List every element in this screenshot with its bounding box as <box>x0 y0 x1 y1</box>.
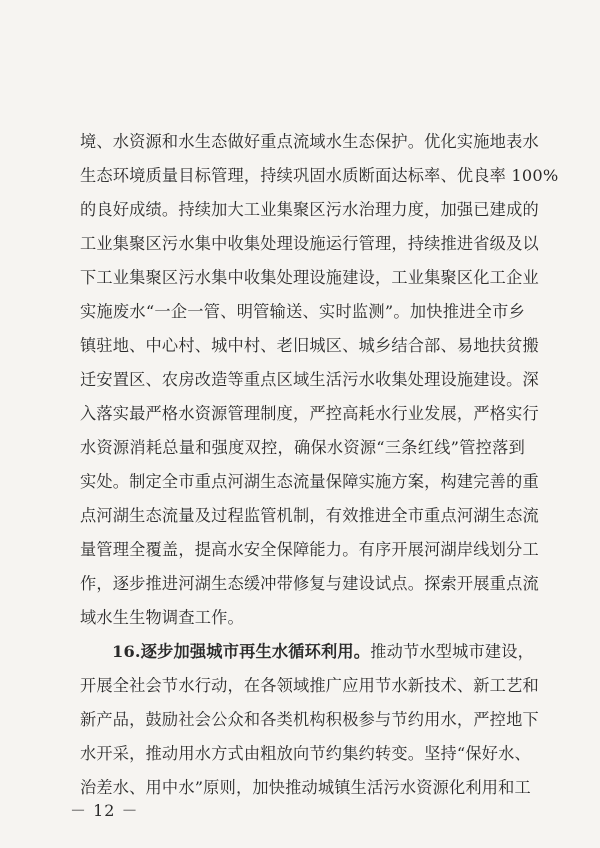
section-16-heading: 16.逐步加强城市再生水循环利用。 <box>112 642 371 661</box>
page-number: － 12 － <box>70 801 139 820</box>
text-line: 开展全社会节水行动，在各领域推广应用节水新技术、新工艺和 <box>80 676 539 695</box>
text-line: 下工业集聚区污水集中收集处理设施建设，工业集聚区化工企业 <box>80 268 539 287</box>
body-text <box>80 125 559 805</box>
text-line: 生态环境质量目标管理，持续巩固水质断面达标率、优良率 100% <box>80 166 559 185</box>
text-line: 水资源消耗总量和强度双控，确保水资源“三条红线”管控落到 <box>80 438 525 457</box>
text-line: 水开采，推动用水方式由粗放向节约集约转变。坚持“保好水、 <box>80 744 531 763</box>
text-line: 域水生生物调查工作。 <box>80 608 244 627</box>
text-line: 的良好成绩。持续加大工业集聚区污水治理力度，加强已建成的 <box>80 200 539 219</box>
text-line: 量管理全覆盖，提高水安全保障能力。有序开展河湖岸线划分工 <box>80 540 539 559</box>
text-line: 镇驻地、中心村、城中村、老旧城区、城乡结合部、易地扶贫搬 <box>80 336 539 355</box>
text-line: 入落实最严格水资源管理制度，严控高耗水行业发展，严格实行 <box>80 404 539 423</box>
text-line: 新产品，鼓励社会公众和各类机构积极参与节约用水，严控地下 <box>80 710 539 729</box>
text-line: 实施废水“一企一管、明管输送、实时监测”。加快推进全市乡 <box>80 302 525 321</box>
text-line: 治差水、用中水”原则，加快推动城镇生活污水资源化利用和工 <box>80 778 531 797</box>
text-line: 作，逐步推进河湖生态缓冲带修复与建设试点。探索开展重点流 <box>80 574 539 593</box>
text-line: 工业集聚区污水集中收集处理设施运行管理，持续推进省级及以 <box>80 234 539 253</box>
text-line: 点河湖生态流量及过程监管机制，有效推进全市重点河湖生态流 <box>80 506 539 525</box>
text-line: 迁安置区、农房改造等重点区域生活污水收集处理设施建设。深 <box>80 370 539 389</box>
section-16-first-line <box>80 635 535 669</box>
text-line: 实处。制定全市重点河湖生态流量保障实施方案，构建完善的重 <box>80 472 539 491</box>
text-line: 境、水资源和水生态做好重点流域水生态保护。优化实施地表水 <box>80 132 539 151</box>
section-16-first-line-text: 推动节水型城市建设， <box>370 642 535 661</box>
